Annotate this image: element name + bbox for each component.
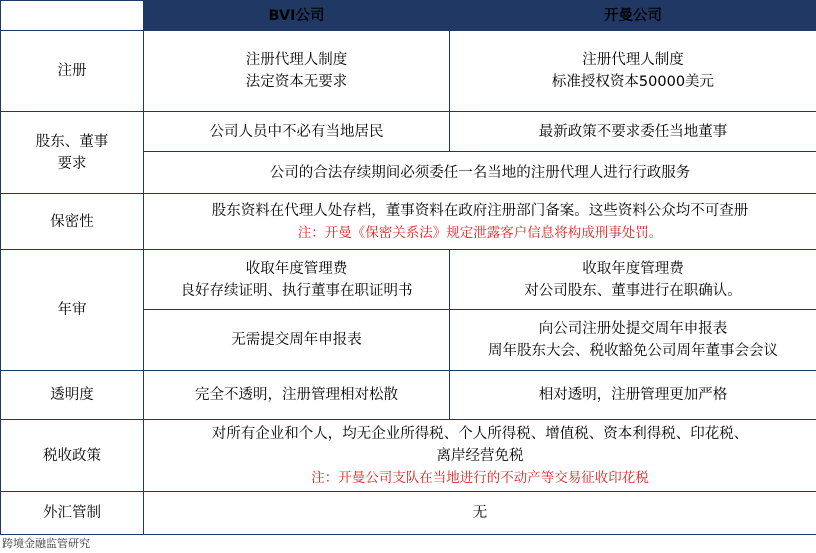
tax-text: 对所有企业和个人，均无企业所得税、个人所得税、增值税、资本利得税、印花税、 离岸经营免税 注：开曼公司支队在当地进行的不动产等交易征收印花税 (144, 420, 816, 492)
shareholders-bvi: 公司人员中不必有当地居民 (144, 112, 450, 152)
row-label-annual-review: 年审 (1, 250, 144, 371)
header-cayman: 开曼公司 (450, 1, 816, 31)
annual-review-cayman-1: 收取年度管理费 对公司股东、董事进行在职确认。 (450, 250, 816, 310)
row-label-transparency: 透明度 (1, 371, 144, 420)
annual-review-bvi-2: 无需提交周年申报表 (144, 310, 450, 371)
shareholders-shared: 公司的合法存续期间必须委任一名当地的注册代理人进行行政服务 (144, 152, 816, 194)
confidentiality-text: 股东资料在代理人处存档，董事资料在政府注册部门备案。这些资料公众均不可查册 注：开曼《保密关系法》规定泄露客户信息将构成刑事处罚。 (144, 194, 816, 250)
row-label-confidentiality: 保密性 (1, 194, 144, 250)
row-label-forex: 外汇管制 (1, 492, 144, 535)
tax-note: 注：开曼公司支队在当地进行的不动产等交易征收印花税 (311, 469, 649, 486)
confidentiality-note: 注：开曼《保密关系法》规定泄露客户信息将构成刑事处罚。 (297, 224, 663, 241)
transparency-cayman: 相对透明，注册管理更加严格 (450, 371, 816, 420)
transparency-bvi: 完全不透明，注册管理相对松散 (144, 371, 450, 420)
row-label-shareholders: 股东、董事 要求 (1, 112, 144, 194)
corner-cell (1, 1, 144, 31)
header-bvi: BVI公司 (144, 1, 450, 31)
annual-review-bvi-1: 收取年度管理费 良好存续证明、执行董事在职证明书 (144, 250, 450, 310)
registration-bvi: 注册代理人制度 法定资本无要求 (144, 31, 450, 112)
source-footer: 跨境金融监管研究 (2, 537, 90, 550)
shareholders-cayman: 最新政策不要求委任当地董事 (450, 112, 816, 152)
registration-cayman: 注册代理人制度 标准授权资本50000美元 (450, 31, 816, 112)
row-label-tax: 税收政策 (1, 420, 144, 492)
annual-review-cayman-2: 向公司注册处提交周年申报表 周年股东大会、税收豁免公司周年董事会会议 (450, 310, 816, 371)
forex-text: 无 (144, 492, 816, 535)
row-label-registration: 注册 (1, 31, 144, 112)
